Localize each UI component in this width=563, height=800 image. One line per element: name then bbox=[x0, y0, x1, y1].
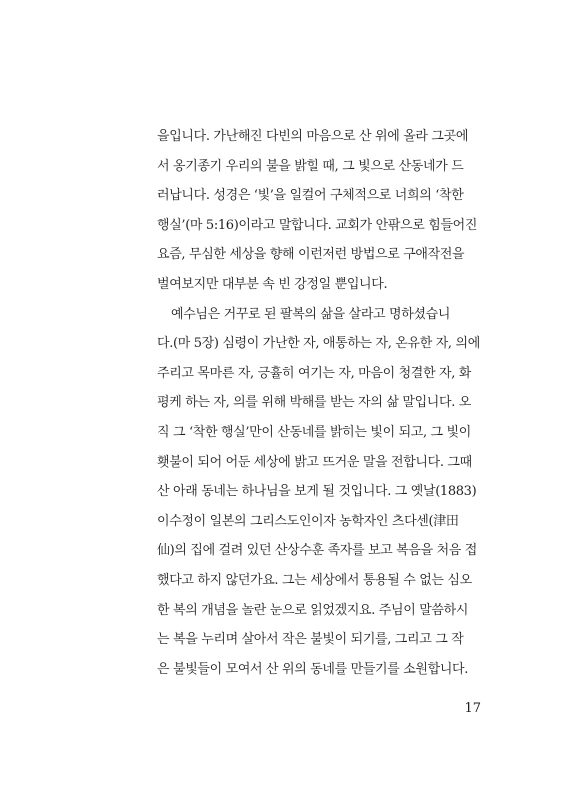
text-line: 仙)의 집에 걸려 있던 산상수훈 족자를 보고 복음을 처음 접 bbox=[157, 543, 477, 559]
text-line: 벌여보지만 대부분 속 빈 강정일 뿐입니다. bbox=[157, 276, 388, 292]
text-line: 산 아래 동네는 하나님을 보게 될 것입니다. 그 옛날(1883) bbox=[157, 484, 477, 500]
text-line: 한 복의 개념을 놀란 눈으로 읽었겠지요. 주님이 말씀하시 bbox=[157, 602, 469, 618]
text-line: 다.(마 5장) 심령이 가난한 자, 애통하는 자, 온유한 자, 의에 bbox=[157, 336, 480, 352]
text-line: 직 그 ‘착한 행실’만이 산동네를 밝히는 빛이 되고, 그 빛이 bbox=[157, 424, 471, 440]
text-line: 서 옹기종기 우리의 불을 밝힐 때, 그 빛으로 산동네가 드 bbox=[157, 158, 464, 174]
text-line: 이수정이 일본의 그리스도인이자 농학자인 츠다센(津田 bbox=[157, 513, 459, 529]
text-line: 횃불이 되어 어둔 세상에 밝고 뜨거운 말을 전합니다. 그때 bbox=[157, 454, 472, 470]
paragraph-1 bbox=[157, 122, 478, 300]
text-line: 했다고 하지 않던가요. 그는 세상에서 통용될 수 없는 심오 bbox=[157, 572, 472, 588]
page-number: 17 bbox=[464, 701, 481, 716]
text-line: 행실’(마 5:16)이라고 말합니다. 교회가 안팎으로 힘들어진 bbox=[157, 217, 478, 233]
text-line: 러납니다. 성경은 ‘빛’을 일컬어 구체적으로 너희의 ‘착한 bbox=[157, 188, 464, 204]
text-line: 요즘, 무심한 세상을 향해 이런저런 방법으로 구애작전을 bbox=[157, 247, 465, 263]
text-line: 을입니다. 가난해진 다빈의 마음으로 산 위에 올라 그곳에 bbox=[157, 129, 469, 144]
body-text bbox=[157, 122, 480, 684]
paragraph-2 bbox=[157, 300, 480, 685]
text-line: 주리고 목마른 자, 긍휼히 여기는 자, 마음이 청결한 자, 화 bbox=[157, 365, 471, 381]
text-line: 은 불빛들이 모여서 산 위의 동네를 만들기를 소원합니다. bbox=[157, 661, 469, 677]
text-line: 평케 하는 자, 의를 위해 박해를 받는 자의 삶 말입니다. 오 bbox=[157, 395, 471, 411]
text-line: 는 복을 누리며 살아서 작은 불빛이 되기를, 그리고 그 작 bbox=[157, 632, 464, 648]
text-line: 예수님은 거꾸로 된 팔복의 삶을 살라고 명하셨습니 bbox=[171, 306, 451, 322]
